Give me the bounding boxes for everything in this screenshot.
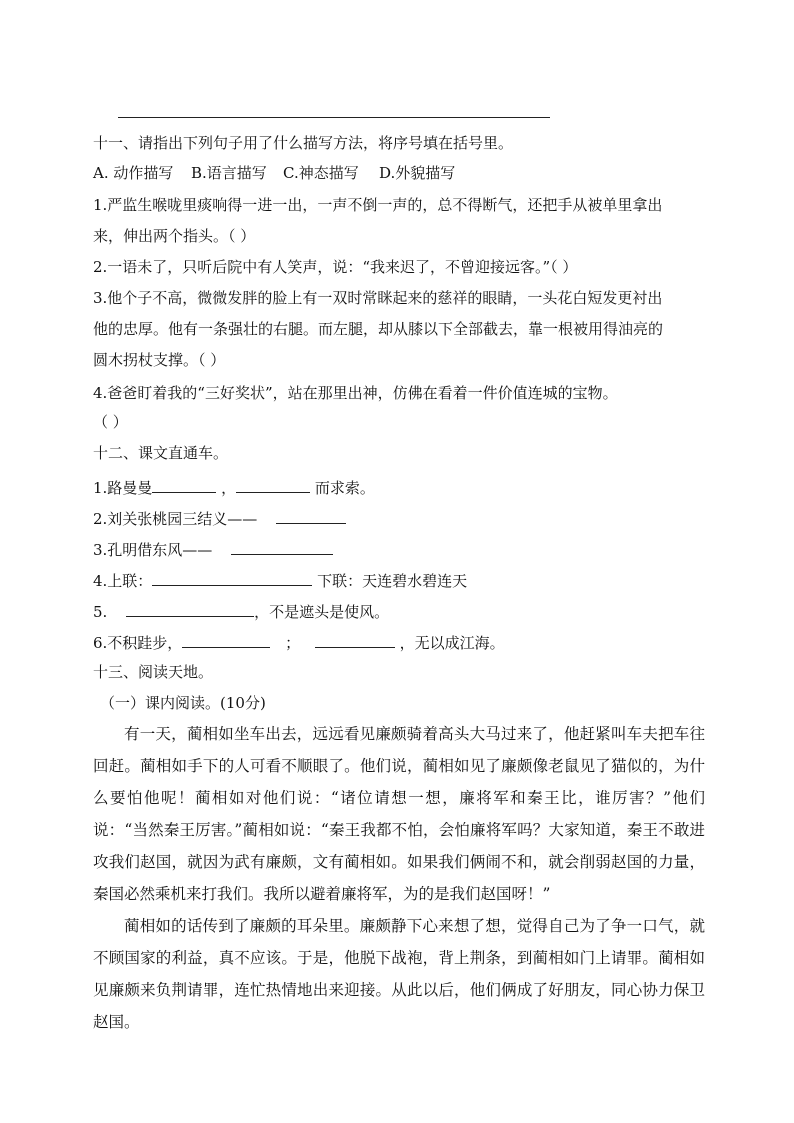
q12-4-lower-couplet: 下联：天连碧水碧连天: [317, 572, 468, 590]
fill-blank[interactable]: [182, 631, 270, 648]
option-b: B.语言描写: [191, 164, 267, 182]
q12-3-text: 3.孔明借东风——: [93, 541, 213, 559]
q12-6-prefix: 6.不积跬步，: [93, 634, 183, 652]
reading-paragraph-2: 蔺相如的话传到了廉颇的耳朵里。廉颇静下心来想了想，觉得自己为了争一口气，就不顾国家的利益，真不应该。于是，他脱下战袍，背上荆条，到蔺相如门上请罪。蔺相如见廉颇来负荆请罪，连忙热情地出来迎接。从此以后，他们俩成了好朋友，同心协力保卫赵国。: [93, 917, 705, 1031]
fill-blank[interactable]: [126, 600, 254, 617]
option-d: D.外貌描写: [379, 164, 456, 182]
fill-blank[interactable]: [315, 631, 395, 648]
question-12-3: [93, 538, 333, 560]
reading-paragraph-1: 有一天，蔺相如坐车出去，远远看见廉颇骑着高头大马过来了，他赶紧叫车夫把车往回赶。蔺相如手下的人可看不顺眼了。他们说，蔺相如见了廉颇像老鼠见了猫似的，为什么要怕他呢！蔺相如对他们说：“诸位请想一想，廉将军和秦王比，谁厉害？”他们说：“当然秦王厉害。”蔺相如说：“秦王我都不怕，会怕廉将军吗？大家知道，秦王不敢进攻我们赵国，就因为武有廉颇，文有蔺相如。如果我们俩闹不和，就会削弱赵国的力量，秦国必然乘机来打我们。我所以避着廉将军，为的是我们赵国呀！”: [93, 725, 705, 903]
q12-5-number: 5.: [93, 603, 108, 621]
question-11-4-line-1: 4.爸爸盯着我的“三好奖状”，站在那里出神，仿佛在看着一件价值连城的宝物。: [93, 384, 618, 402]
question-12-2: [93, 507, 346, 529]
option-c: C.神态描写: [283, 164, 359, 182]
question-11-1-line-2: 来，伸出两个指头。（ ）: [93, 227, 256, 245]
q12-6-semicolon: ；: [285, 634, 301, 652]
q12-1-prefix: 1.路曼曼: [93, 479, 153, 497]
question-11-3-line-1: 3.他个子不高，微微发胖的脸上有一双时常眯起来的慈祥的眼睛，一头花白短发更衬出: [93, 289, 663, 307]
q12-2-text: 2.刘关张桃园三结义——: [93, 510, 258, 528]
question-12-4: [93, 569, 467, 591]
fill-blank[interactable]: [276, 507, 346, 524]
question-11-3-line-3: 圆木拐杖支撑。（ ）: [93, 351, 226, 369]
q12-5-suffix: ，不是遮头是使风。: [254, 603, 390, 621]
question-11-2: 2.一语未了，只听后院中有人笑声，说：“我来迟了，不曾迎接远客。”（ ）: [93, 258, 578, 276]
question-11-3-line-2: 他的忠厚。他有一条强壮的右腿。而左腿，却从膝以下全部截去，靠一根被用得油亮的: [93, 320, 664, 338]
answer-line: [118, 117, 550, 118]
q12-4-upper-label: 4.上联：: [93, 572, 153, 590]
section-13-subheading: （一）课内阅读。(10分): [100, 694, 266, 712]
section-12-heading: 十二、课文直通车。: [93, 444, 229, 462]
question-11-1-line-1: 1.严监生喉咙里痰响得一进一出，一声不倒一声的，总不得断气，还把手从被单里拿出: [93, 196, 663, 214]
question-12-1: [93, 476, 375, 498]
fill-blank[interactable]: [236, 476, 310, 493]
fill-blank[interactable]: [152, 476, 216, 493]
fill-blank[interactable]: [152, 569, 312, 586]
q12-1-comma: ，: [221, 479, 237, 497]
section-11-heading: 十一、请指出下列句子用了什么描写方法，将序号填在括号里。: [93, 134, 514, 152]
section-11-options: [93, 163, 455, 183]
question-11-4-line-2: （ ）: [93, 413, 128, 431]
section-13-heading: 十三、阅读天地。: [93, 663, 214, 681]
q12-6-suffix: ，无以成江海。: [399, 634, 505, 652]
fill-blank[interactable]: [231, 538, 333, 555]
question-12-6: [93, 631, 505, 653]
q12-1-suffix: 而求索。: [314, 479, 375, 497]
question-12-5: [93, 600, 389, 622]
option-a: A. 动作描写: [93, 164, 174, 182]
